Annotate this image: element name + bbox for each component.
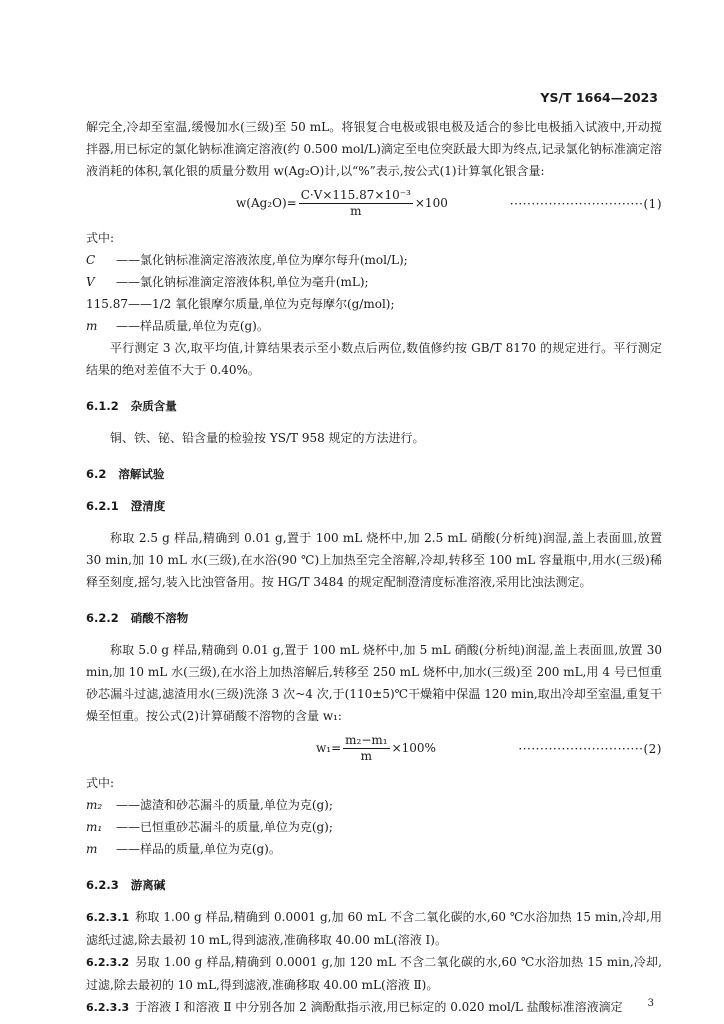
variable-symbol: C <box>86 253 96 267</box>
variable-description: ——氯化钠标准滴定溶液浓度,单位为摩尔每升(mol/L); <box>116 253 408 267</box>
variable-symbol: m₂ <box>86 798 103 812</box>
variable-symbol: m <box>86 319 98 333</box>
variable-row <box>86 271 662 293</box>
where-label: 式中: <box>86 776 115 790</box>
variable-row <box>86 293 662 315</box>
section-heading: 6.2.3 游离碱 <box>86 878 166 892</box>
variable-symbol: m₁ <box>86 820 103 834</box>
section-heading: 6.2.2 硝酸不溶物 <box>86 611 189 625</box>
variable-row <box>86 838 662 860</box>
paragraph: 平行测定 3 次,取平均值,计算结果表示至小数点后两位,数值修约按 GB/T 8170 的规定进行。平行测定结果的绝对差值不大于 0.40%。 <box>86 341 662 377</box>
page-number: 3 <box>647 998 654 1009</box>
formula-lhs: w(Ag₂O)= <box>236 196 297 210</box>
formula-1 <box>86 188 662 219</box>
variable-symbol: m <box>86 842 98 856</box>
variable-description: ——滤渣和砂芯漏斗的质量,单位为克(g); <box>116 798 333 812</box>
variable-symbol: 115.87 <box>86 297 128 311</box>
variable-symbol: V <box>86 275 95 289</box>
paragraph: 称取 5.0 g 样品,精确到 0.01 g,置于 100 mL 烧杯中,加 5 mL 硝酸(分析纯)润湿,盖上表面皿,放置 30 min,加 10 mL 水(三级),在水浴上加热溶解后,转移至 250 mL 烧杯中,加水(三级)至 200 mL,用 4 号已恒重砂芯漏斗过滤,滤渣用水(三级)洗涤 3 次~4 次,于(110±5)℃干燥箱中保温 120 min,取出冷却至室温,重复干燥至恒重。按公式(2)计算硝酸不溶物的含量 w₁: <box>86 643 662 723</box>
paragraph: 铜、铁、铋、铅含量的检验按 YS/T 958 规定的方法进行。 <box>110 431 425 445</box>
variable-description: ——样品质量,单位为克(g)。 <box>116 319 269 333</box>
sub-item: 6.2.3.2 另取 1.00 g 样品,精确到 0.0001 g,加 120 mL 不含二氧化碳的水,60 ℃水浴加热 15 min,冷却,过滤,除去最初的 10 mL,得到滤液,准确移取 40.00 mL(溶液 Ⅱ)。 <box>86 955 662 992</box>
formula-fraction <box>299 188 413 219</box>
page-content <box>86 116 662 1019</box>
standard-code: YS/T 1664—2023 <box>540 90 658 105</box>
formula-fraction <box>343 733 389 764</box>
formula-expression <box>316 733 436 764</box>
paragraph: 解完全,冷却至室温,缓慢加水(三级)至 50 mL。将银复合电极或银电极及适合的参比电极插入试液中,开动搅拌器,用已标定的氯化钠标准滴定溶液(约 0.500 mol/L)滴定至电位突跃最大即为终点,记录氯化钠标准滴定溶液消耗的体积,氧化银的质量分数用 w(Ag₂O)计,以“%”表示,按公式(1)计算氧化银含量: <box>86 120 662 178</box>
variable-row <box>86 315 662 337</box>
formula-denominator: m <box>360 749 373 763</box>
formula-expression <box>236 188 448 219</box>
section-heading: 6.2 溶解试验 <box>86 467 165 481</box>
variable-description: ——1/2 氧化银摩尔质量,单位为克每摩尔(g/mol); <box>128 297 395 311</box>
formula-numerator: C·V×115.87×10⁻³ <box>300 188 411 202</box>
variable-description: ——已恒重砂芯漏斗的质量,单位为克(g); <box>116 820 333 834</box>
equation-number: ·······························(1) <box>509 196 662 211</box>
variable-list <box>86 794 662 860</box>
variable-list <box>86 249 662 337</box>
equation-number: ·····························(2) <box>518 741 662 756</box>
formula-denominator: m <box>350 204 362 218</box>
formula-tail: ×100 <box>414 196 448 210</box>
variable-row <box>86 816 662 838</box>
variable-description: ——氯化钠标准滴定溶液体积,单位为毫升(mL); <box>116 275 369 289</box>
formula-tail: ×100% <box>391 741 436 755</box>
section-heading: 6.2.1 澄清度 <box>86 499 166 513</box>
variable-row <box>86 794 662 816</box>
variable-description: ——样品的质量,单位为克(g)。 <box>116 842 281 856</box>
sub-item: 6.2.3.1 称取 1.00 g 样品,精确到 0.0001 g,加 60 mL 不含二氧化碳的水,60 ℃水浴加热 15 min,冷却,用滤纸过滤,除去最初 10 mL,得到滤液,准确移取 40.00 mL(溶液 Ⅰ)。 <box>86 910 662 947</box>
where-label: 式中: <box>86 231 115 245</box>
section-heading: 6.1.2 杂质含量 <box>86 399 177 413</box>
paragraph: 称取 2.5 g 样品,精确到 0.01 g,置于 100 mL 烧杯中,加 2.5 mL 硝酸(分析纯)润湿,盖上表面皿,放置 30 min,加 10 mL 水(三级),在水浴(90 ℃)上加热至完全溶解,冷却,转移至 100 mL 容量瓶中,用水(三级)稀释至刻度,摇匀,装入比浊管备用。按 HG/T 3484 的规定配制澄清度标准溶液,采用比浊法测定。 <box>86 531 662 589</box>
formula-lhs: w₁= <box>316 741 342 755</box>
variable-row <box>86 249 662 271</box>
sub-item: 6.2.3.3 于溶液 Ⅰ 和溶液 Ⅱ 中分别各加 2 滴酚酞指示液,用已标定的 0.020 mol/L 盐酸标准溶液滴定 <box>86 1000 623 1014</box>
formula-2 <box>86 733 662 764</box>
formula-numerator: m₂−m₁ <box>345 733 388 747</box>
